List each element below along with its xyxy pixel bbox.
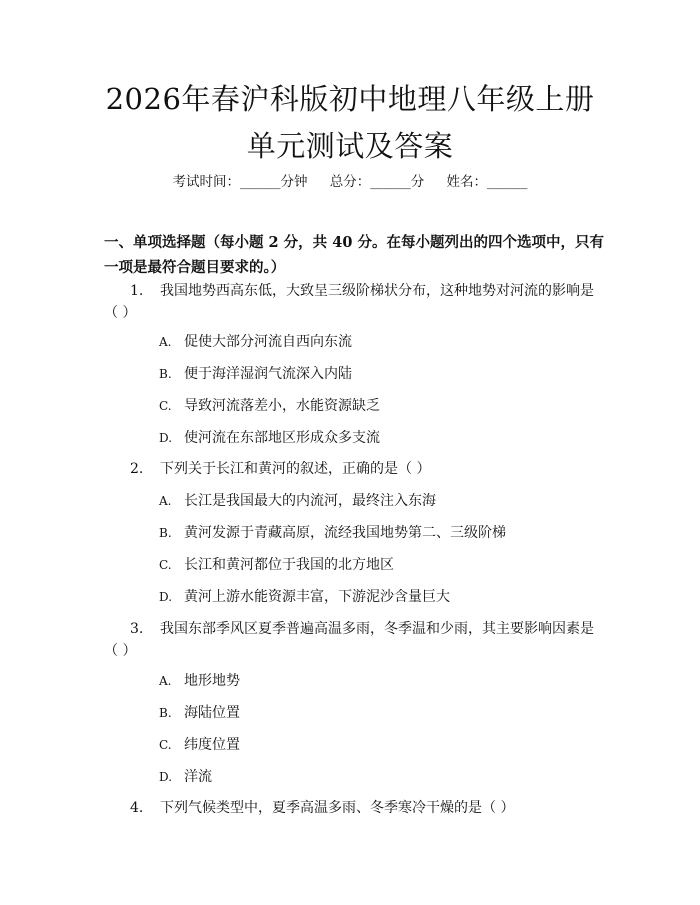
option-2d <box>159 586 450 608</box>
exam-meta <box>0 170 700 190</box>
option-3a <box>159 670 240 692</box>
question-1 <box>104 280 600 324</box>
option-3b <box>159 702 240 724</box>
option-2c <box>159 554 394 576</box>
question-number: 1. <box>130 283 144 299</box>
question-stem: 下列气候类型中，夏季高温多雨、冬季寒冷干燥的是（ ） <box>160 800 515 816</box>
question-number: 4. <box>130 800 144 816</box>
option-text: 长江是我国最大的内流河，最终注入东海 <box>184 493 436 509</box>
option-letter: A. <box>159 494 172 508</box>
option-letter: A. <box>159 674 172 688</box>
option-letter: D. <box>159 590 173 604</box>
option-text: 便于海洋湿润气流深入内陆 <box>184 366 352 382</box>
option-2a <box>159 490 436 512</box>
option-text: 地形地势 <box>184 673 240 689</box>
option-1b <box>159 363 352 385</box>
option-3c <box>159 734 240 756</box>
option-2b <box>159 522 506 544</box>
option-1d <box>159 427 380 449</box>
question-3 <box>104 618 600 662</box>
question-4 <box>104 797 600 819</box>
option-text: 长江和黄河都位于我国的北方地区 <box>184 557 394 573</box>
question-2 <box>104 458 600 480</box>
option-text: 促使大部分河流自西向东流 <box>184 334 352 350</box>
option-1c <box>159 395 380 417</box>
option-letter: C. <box>159 399 172 413</box>
question-number: 3. <box>130 621 144 637</box>
page-title: 2026年春沪科版初中地理八年级上册单元测试及答案 <box>105 82 595 163</box>
option-text: 黄河上游水能资源丰富，下游泥沙含量巨大 <box>184 589 450 605</box>
option-letter: B. <box>159 526 172 540</box>
option-1a <box>159 331 352 353</box>
option-letter: B. <box>159 706 172 720</box>
option-text: 黄河发源于青藏高原，流经我国地势第二、三级阶梯 <box>184 525 506 541</box>
question-stem: 下列关于长江和黄河的叙述，正确的是（ ） <box>160 461 431 477</box>
student-name-field: 姓名：______ <box>446 174 528 190</box>
option-text: 海陆位置 <box>184 705 240 721</box>
option-letter: C. <box>159 738 172 752</box>
option-letter: B. <box>159 367 172 381</box>
exam-time-field: 考试时间：______分钟 <box>172 174 308 190</box>
option-letter: C. <box>159 558 172 572</box>
question-stem: 我国东部季风区夏季普遍高温多雨，冬季温和少雨，其主要影响因素是（ ） <box>104 621 594 659</box>
question-stem: 我国地势西高东低，大致呈三级阶梯状分布，这种地势对河流的影响是（ ） <box>104 283 594 321</box>
option-letter: D. <box>159 431 173 445</box>
option-letter: D. <box>159 770 173 784</box>
question-number: 2. <box>130 461 144 477</box>
option-3d <box>159 766 212 788</box>
option-text: 导致河流落差小，水能资源缺乏 <box>184 398 380 414</box>
option-text: 纬度位置 <box>184 737 240 753</box>
option-letter: A. <box>159 335 172 349</box>
option-text: 洋流 <box>184 769 212 785</box>
option-text: 使河流在东部地区形成众多支流 <box>184 430 380 446</box>
total-score-field: 总分：______分 <box>329 174 425 190</box>
section-heading: 一、单项选择题（每小题 2 分，共 40 分。在每小题列出的四个选项中，只有一项是最符合题目要求的。） <box>104 234 604 276</box>
